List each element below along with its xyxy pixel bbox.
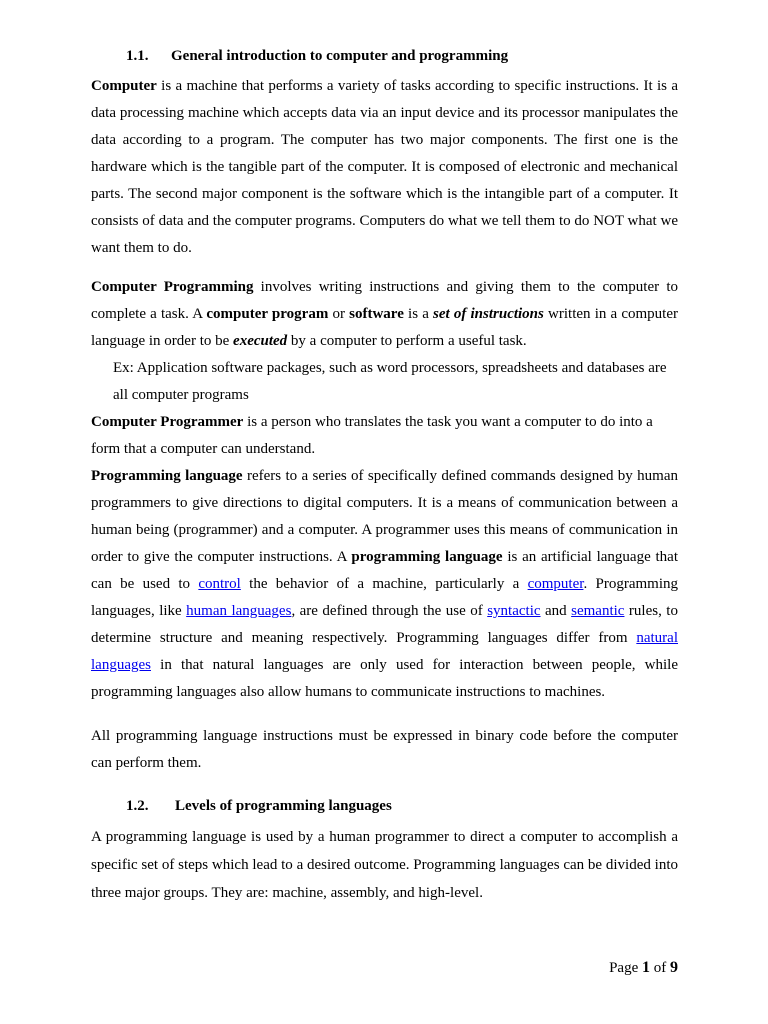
section-heading-1 bbox=[126, 44, 678, 68]
term-computer-programmer: Computer Programmer bbox=[91, 414, 244, 430]
link-syntactic[interactable]: syntactic bbox=[487, 603, 541, 619]
term-computer-programming: Computer Programming bbox=[91, 279, 254, 295]
link-natural-languages[interactable]: natural languages bbox=[91, 630, 678, 673]
term-programming-language: Programming language bbox=[91, 468, 243, 484]
section-heading-2 bbox=[126, 794, 678, 818]
link-computer[interactable]: computer bbox=[527, 576, 584, 592]
paragraph-computer-programmer: Computer Programmer is a person who translates the task you want a computer to do into a form that a computer can understand. bbox=[91, 414, 653, 457]
current-page-number: 1 bbox=[642, 959, 650, 976]
section-title: General introduction to computer and programming bbox=[171, 48, 509, 64]
total-page-count: 9 bbox=[670, 959, 678, 976]
term-computer: Computer bbox=[91, 78, 157, 94]
paragraph-computer: Computer is a machine that performs a variety of tasks according to specific instructions. It is a data processing machine which accepts data via an input device and its processor manipulates the data according to a program. The computer has two major components. The first one is the hardware which is the tangible part of the computer. It is composed of electronic and mechanical parts. The second major component is the software which is the intangible part of a computer. It consists of data and the computer programs. Computers do what we tell them to do NOT what we want them to do. bbox=[91, 78, 678, 256]
paragraph-levels: A programming language is used by a human programmer to direct a computer to accomplish a specific set of steps which lead to a desired outcome. Programming languages can be divided into three major groups. They are: machine, assembly, and high-level. bbox=[91, 829, 678, 901]
section-title: Levels of programming languages bbox=[175, 798, 392, 814]
paragraph-programming-language: Programming language refers to a series of specifically defined commands designed by human programmers to give directions to digital computers. It is a means of communication between a human being (programmer) and a computer. A programmer uses this means of communication in order to give the computer instructions. A programming language is an artificial language that can be used to control the behavior of a machine, particularly a computer. Programming languages, like human languages, are defined through the use of syntactic and semantic rules, to determine structure and meaning respectively. Programming languages differ from natural languages in that natural languages are only used for interaction between people, while programming languages also allow humans to communicate instructions to machines. bbox=[91, 468, 679, 700]
link-control[interactable]: control bbox=[198, 576, 241, 592]
section-number: 1.1. bbox=[126, 48, 149, 64]
link-human-languages[interactable]: human languages bbox=[186, 603, 292, 619]
section-number: 1.2. bbox=[126, 798, 149, 814]
example-text: Ex: Application software packages, such as word processors, spreadsheets and databases are all computer programs bbox=[113, 360, 667, 403]
page-footer: Page 1 of 9 bbox=[609, 959, 678, 976]
document-page bbox=[91, 44, 678, 907]
link-semantic[interactable]: semantic bbox=[571, 603, 625, 619]
paragraph-binary-code: All programming language instructions must be expressed in binary code before the computer can perform them. bbox=[91, 728, 678, 771]
paragraph-computer-programming: Computer Programming involves writing instructions and giving them to the computer to complete a task. A computer program or software is a set of instructions written in a computer language in order to be executed by a computer to perform a useful task. bbox=[91, 279, 678, 349]
